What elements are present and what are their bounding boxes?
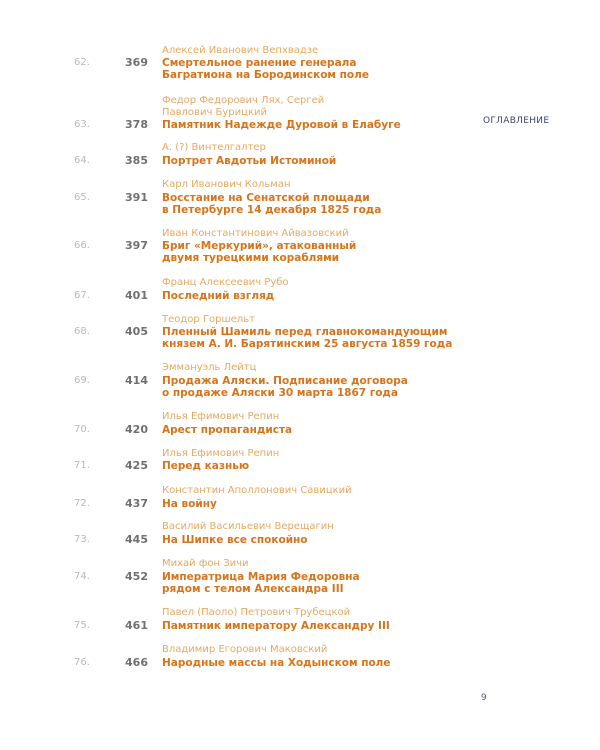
entry-title: Багратиона на Бородинском поле [162,69,369,81]
entry-number: 72. [74,498,90,509]
entry-author: Павел (Паоло) Петрович Трубецкой [162,607,351,618]
entry-number: 62. [74,57,90,68]
entry-title: Продажа Аляски. Подписание договора [162,375,408,387]
entry-page: 397 [125,239,148,252]
page-number: 9 [481,693,487,703]
entry-title: Портрет Авдотьи Истоминой [162,155,337,167]
entry-number: 68. [74,326,90,337]
entry-title: Смертельное ранение генерала [162,57,357,69]
entry-title: Перед казнью [162,460,250,472]
entry-page: 385 [125,154,148,167]
entry-number: 67. [74,290,90,301]
entry-number: 70. [74,424,90,435]
entry-number: 64. [74,155,90,166]
entry-title: Восстание на Сенатской площади [162,192,370,204]
entry-author: Павлович Бурицкий [162,107,267,118]
entry-title: Пленный Шамиль перед главнокомандующим [162,326,448,338]
entry-title: двумя турецкими кораблями [162,252,340,264]
entry-author: А. (?) Винтелгалтер [162,142,266,153]
entry-author: Алексей Иванович Вепхвадзе [162,45,319,56]
entry-number: 74. [74,571,90,582]
entry-page: 461 [125,619,148,632]
entry-page: 414 [125,374,148,387]
entry-title: князем А. И. Барятинским 25 августа 1859 года [162,338,453,350]
entry-title: На Шипке все спокойно [162,534,308,546]
entry-title: Императрица Мария Федоровна [162,571,360,583]
entry-author: Илья Ефимович Репин [162,411,280,422]
entry-number: 63. [74,119,90,130]
entry-title: Последний взгляд [162,290,275,302]
entry-title: Народные массы на Ходынском поле [162,657,391,669]
entry-number: 76. [74,657,90,668]
entry-title: в Петербурге 14 декабря 1825 года [162,204,382,216]
entry-number: 65. [74,192,90,203]
entry-title: рядом с телом Александра III [162,583,344,595]
entry-page: 445 [125,533,148,546]
entry-page: 452 [125,570,148,583]
contents-heading[interactable]: ОГЛАВЛЕНИЕ [483,116,550,126]
entry-author: Илья Ефимович Репин [162,448,280,459]
entry-author: Федор Федорович Лях, Сергей [162,95,325,106]
entry-page: 466 [125,656,148,669]
entry-author: Константин Аполлонович Савицкий [162,485,352,496]
entry-page: 369 [125,56,148,69]
entry-author: Михай фон Зичи [162,558,249,569]
entry-title: Памятник Надежде Дуровой в Елабуге [162,119,401,131]
entry-title: Бриг «Меркурий», атакованный [162,240,357,252]
entry-page: 425 [125,459,148,472]
entry-title: Арест пропагандиста [162,424,293,436]
entry-author: Василий Васильевич Верещагин [162,521,334,532]
entry-number: 66. [74,240,90,251]
entry-author: Карл Иванович Кольман [162,179,291,190]
entry-number: 75. [74,620,90,631]
entry-author: Теодор Горшельт [162,314,255,325]
entry-page: 420 [125,423,148,436]
entry-page: 405 [125,325,148,338]
entry-title: о продаже Аляски 30 марта 1867 года [162,387,398,399]
entry-author: Франц Алексеевич Рубо [162,277,289,288]
entry-page: 378 [125,118,148,131]
entry-title: На войну [162,498,217,510]
entry-number: 71. [74,460,90,471]
entry-title: Памятник императору Александру III [162,620,390,632]
entry-number: 69. [74,375,90,386]
entry-author: Иван Константинович Айвазовский [162,228,349,239]
entry-page: 437 [125,497,148,510]
entry-number: 73. [74,534,90,545]
entry-page: 391 [125,191,148,204]
entry-author: Владимир Егорович Маковский [162,644,328,655]
entry-author: Эммануэль Лейтц [162,362,257,373]
entry-page: 401 [125,289,148,302]
